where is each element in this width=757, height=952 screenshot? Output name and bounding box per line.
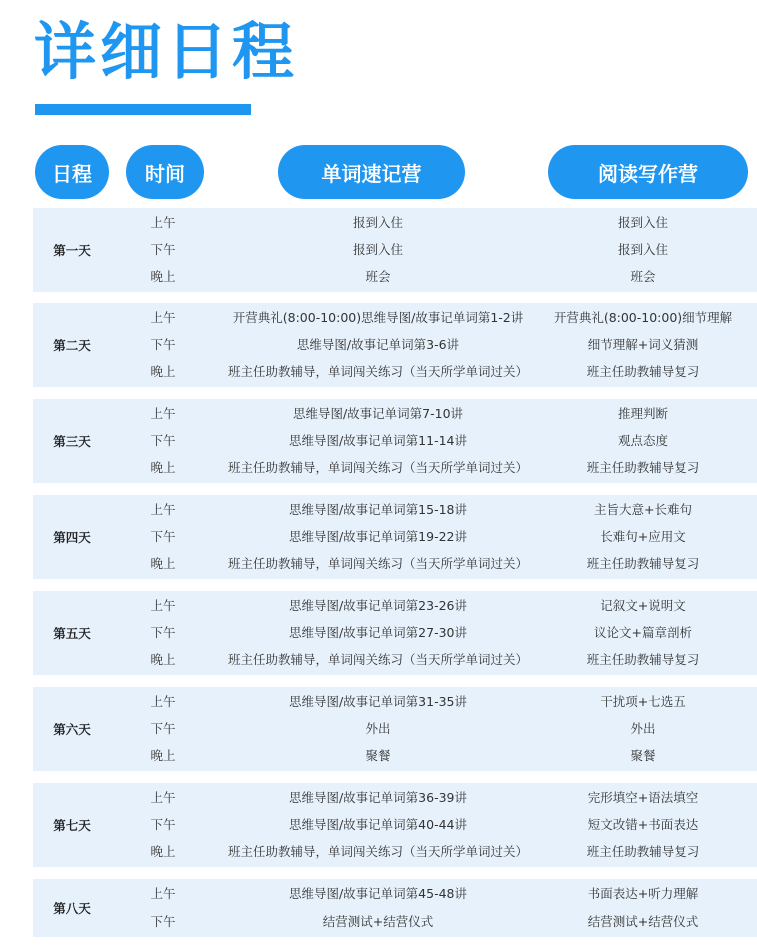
reading-camp-cell: 报到入住	[617, 215, 668, 230]
word-camp-cell: 思维导图/故事记单词第19-22讲	[288, 529, 468, 544]
time-cell: 下午	[150, 914, 176, 929]
day-block	[33, 687, 757, 771]
word-camp-cell: 报到入住	[352, 242, 403, 257]
reading-camp-cell: 班主任助教辅导复习	[586, 844, 700, 859]
reading-camp-cell: 开营典礼(8:00-10:00)细节理解	[553, 310, 733, 325]
time-cell: 上午	[150, 886, 176, 901]
day-block	[33, 495, 757, 579]
word-camp-cell: 思维导图/故事记单词第3-6讲	[296, 337, 460, 352]
header-word-camp: 单词速记营	[278, 145, 465, 199]
time-cell: 上午	[150, 215, 176, 230]
reading-camp-cell: 推理判断	[617, 406, 668, 421]
time-cell: 晚上	[150, 748, 176, 763]
word-camp-cell: 外出	[365, 721, 391, 736]
reading-camp-cell: 书面表达+听力理解	[587, 886, 699, 901]
reading-camp-cell: 观点态度	[617, 433, 668, 448]
reading-camp-cell: 班主任助教辅导复习	[586, 556, 700, 571]
reading-camp-cell: 记叙文+说明文	[600, 598, 686, 613]
time-cell: 上午	[150, 502, 176, 517]
reading-camp-cell: 完形填空+语法填空	[587, 790, 699, 805]
time-cell: 下午	[150, 433, 176, 448]
page-title: 详细日程	[34, 15, 299, 88]
time-cell: 下午	[150, 337, 176, 352]
time-cell: 晚上	[150, 364, 176, 379]
word-camp-cell: 思维导图/故事记单词第36-39讲	[288, 790, 468, 805]
header-reading-camp: 阅读写作营	[548, 145, 748, 199]
reading-camp-cell: 外出	[630, 721, 656, 736]
reading-camp-cell: 长难句+应用文	[600, 529, 686, 544]
word-camp-cell: 结营测试+结营仪式	[322, 914, 434, 929]
time-cell: 上午	[150, 310, 176, 325]
day-block	[33, 399, 757, 483]
reading-camp-cell: 干扰项+七选五	[600, 694, 686, 709]
word-camp-cell: 思维导图/故事记单词第27-30讲	[288, 625, 468, 640]
time-cell: 下午	[150, 242, 176, 257]
word-camp-cell: 思维导图/故事记单词第15-18讲	[288, 502, 468, 517]
header-day: 日程	[35, 145, 109, 199]
word-camp-cell: 班主任助教辅导，单词闯关练习（当天所学单词过关）	[227, 652, 528, 667]
day-label: 第二天	[53, 338, 91, 353]
word-camp-cell: 思维导图/故事记单词第11-14讲	[288, 433, 468, 448]
word-camp-cell: 开营典礼(8:00-10:00)思维导图/故事记单词第1-2讲	[232, 310, 524, 325]
reading-camp-cell: 班主任助教辅导复习	[586, 652, 700, 667]
reading-camp-cell: 班主任助教辅导复习	[586, 364, 700, 379]
day-block	[33, 879, 757, 937]
day-block	[33, 591, 757, 675]
day-block	[33, 783, 757, 867]
reading-camp-cell: 主旨大意+长难句	[594, 502, 692, 517]
time-cell: 晚上	[150, 269, 176, 284]
time-cell: 晚上	[150, 844, 176, 859]
time-cell: 下午	[150, 625, 176, 640]
time-cell: 下午	[150, 817, 176, 832]
reading-camp-cell: 短文改错+书面表达	[587, 817, 699, 832]
day-block	[33, 208, 757, 292]
word-camp-cell: 报到入住	[352, 215, 403, 230]
time-cell: 上午	[150, 790, 176, 805]
time-cell: 晚上	[150, 460, 176, 475]
reading-camp-cell: 班会	[630, 269, 656, 284]
word-camp-cell: 聚餐	[365, 748, 391, 763]
word-camp-cell: 思维导图/故事记单词第31-35讲	[288, 694, 468, 709]
time-cell: 上午	[150, 598, 176, 613]
reading-camp-cell: 细节理解+词义猜测	[587, 337, 699, 352]
time-cell: 上午	[150, 694, 176, 709]
word-camp-cell: 班主任助教辅导，单词闯关练习（当天所学单词过关）	[227, 460, 528, 475]
reading-camp-cell: 议论文+篇章剖析	[594, 625, 692, 640]
day-label: 第五天	[53, 626, 91, 641]
word-camp-cell: 班主任助教辅导，单词闯关练习（当天所学单词过关）	[227, 844, 528, 859]
reading-camp-cell: 班主任助教辅导复习	[586, 460, 700, 475]
day-label: 第六天	[53, 722, 91, 737]
day-label: 第七天	[53, 818, 91, 833]
word-camp-cell: 思维导图/故事记单词第23-26讲	[288, 598, 468, 613]
reading-camp-cell: 报到入住	[617, 242, 668, 257]
reading-camp-cell: 聚餐	[630, 748, 656, 763]
reading-camp-cell: 结营测试+结营仪式	[587, 914, 699, 929]
day-block	[33, 303, 757, 387]
day-label: 第四天	[53, 530, 91, 545]
word-camp-cell: 思维导图/故事记单词第7-10讲	[292, 406, 464, 421]
word-camp-cell: 班主任助教辅导，单词闯关练习（当天所学单词过关）	[227, 364, 528, 379]
time-cell: 下午	[150, 721, 176, 736]
word-camp-cell: 思维导图/故事记单词第40-44讲	[288, 817, 468, 832]
day-label: 第三天	[53, 434, 91, 449]
title-underline	[35, 104, 251, 115]
time-cell: 上午	[150, 406, 176, 421]
word-camp-cell: 思维导图/故事记单词第45-48讲	[288, 886, 468, 901]
header-time: 时间	[126, 145, 204, 199]
time-cell: 晚上	[150, 556, 176, 571]
day-label: 第八天	[53, 901, 91, 916]
time-cell: 下午	[150, 529, 176, 544]
word-camp-cell: 班会	[365, 269, 391, 284]
time-cell: 晚上	[150, 652, 176, 667]
day-label: 第一天	[53, 243, 91, 258]
word-camp-cell: 班主任助教辅导，单词闯关练习（当天所学单词过关）	[227, 556, 528, 571]
